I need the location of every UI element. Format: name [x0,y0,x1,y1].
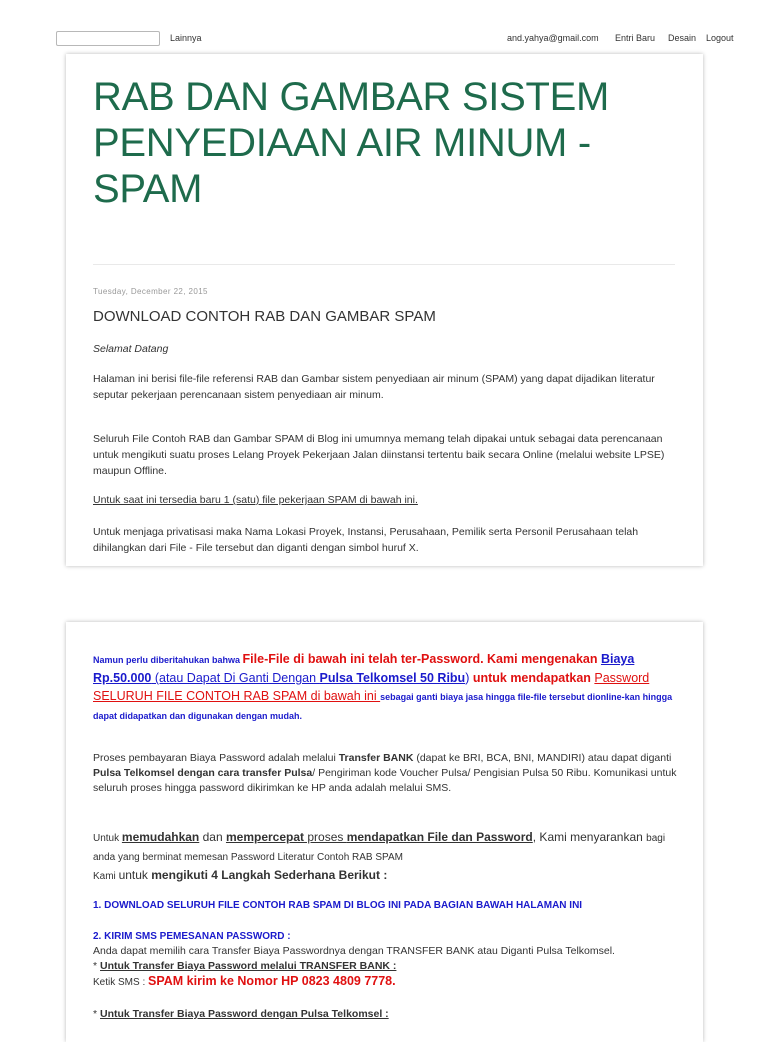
facil-text: memudahkan [121,830,200,844]
facil-text: mendapatkan File dan Password [346,830,533,844]
pulsa-transfer-heading [93,1007,678,1022]
bank-transfer-heading [93,959,678,974]
facil-text: bagi anda yang berminat memesan Password Literatur Contoh RAB SPAM [93,833,666,863]
notice-text: sebagai ganti biaya jasa hingga file-file tersebut dionline-kan hingga dapat didapatkan dan digunakan dengan mudah. [93,692,673,721]
facil-text: Kami [93,871,119,882]
welcome-text: Selamat Datang [93,343,169,355]
new-post-link[interactable]: Entri Baru [615,33,656,43]
password-notice [93,650,678,725]
sms-label: Ketik SMS : [93,977,149,988]
notice-text: (atau Dapat Di Ganti Dengan [151,671,320,685]
facil-text: , Kami menyarankan [532,830,647,844]
facil-text: mempercepat [225,830,305,844]
more-link[interactable]: Lainnya [170,33,202,43]
process-text: (dapat ke BRI, BCA, BNI, MANDIRI) atau dapat diganti [413,752,672,764]
process-text: Transfer BANK [338,752,414,764]
password-link[interactable]: Password SELURUH FILE CONTOH RAB SPAM di bawah ini [93,671,650,703]
process-text: / Pengiriman kode Voucher Pulsa/ Pengisian Pulsa 50 Ribu. Komunikasi untuk seluruh proses hingga password dikirimkan ke HP anda adalah melalui SMS. [93,767,677,794]
usage-paragraph: Seluruh File Contoh RAB dan Gambar SPAM di Blog ini umumnya memang telah dipakai untuk sebagai data perencanaan untuk mengikuti suatu proses Lelang Proyek Pekerjaan Jalan diinstansi tertentu baik secara Online (melalui website LPSE) maupun Offline. [93,433,665,477]
instructions-intro [93,828,678,885]
facil-text: untuk [118,868,152,882]
process-text: Proses pembayaran Biaya Password adalah melalui [93,752,339,764]
notice-text: ) [465,671,473,685]
sms-number: SPAM kirim ke Nomor HP 0823 4809 7778. [148,974,396,988]
bullet: * [93,960,101,972]
notice-text: File-File di bawah ini telah ter-Password. Kami mengenakan [242,652,601,666]
user-email: and.yahya@gmail.com [507,33,599,43]
price-link[interactable]: Biaya Rp.50.000 [93,652,635,685]
pulsa-link[interactable]: Pulsa Telkomsel 50 Ribu [319,671,466,685]
facil-text: Untuk [93,833,122,844]
search-input[interactable] [56,31,160,46]
facil-text: dan [199,830,226,844]
bank-transfer-label: Untuk Transfer Biaya Password melalui TRANSFER BANK : [100,960,397,972]
sms-instruction [93,974,678,990]
availability-note: Untuk saat ini tersedia baru 1 (satu) file pekerjaan SPAM di bawah ini. [93,494,418,506]
facil-text: proses [304,830,347,844]
notice-text: untuk mendapatkan [472,671,595,685]
blog-title[interactable]: RAB DAN GAMBAR SISTEM PENYEDIAAN AIR MINUM - SPAM [93,75,610,211]
header-divider [93,264,675,265]
step-1-download: 1. DOWNLOAD SELURUH FILE CONTOH RAB SPAM DI BLOG INI PADA BAGIAN BAWAH HALAMAN INI [93,900,583,911]
logout-link[interactable]: Logout [706,33,734,43]
facil-text: mengikuti 4 Langkah Sederhana Berikut : [151,868,388,882]
post-title[interactable]: DOWNLOAD CONTOH RAB DAN GAMBAR SPAM [93,308,436,325]
step-2-sms: 2. KIRIM SMS PEMESANAN PASSWORD : [93,931,291,942]
payment-process-paragraph [93,751,678,796]
intro-paragraph: Halaman ini berisi file-file referensi RAB dan Gambar sistem penyediaan air minum (SPAM) yang dapat dijadikan literatur seputar pekerjaan perencanaan sistem penyediaan air minum. [93,373,655,401]
design-link[interactable]: Desain [668,33,697,43]
post-date: Tuesday, December 22, 2015 [93,287,208,296]
process-text: Pulsa Telkomsel dengan cara transfer Pulsa [93,767,313,779]
notice-text: Namun perlu diberitahukan bahwa [93,655,243,665]
bullet: * [93,1008,101,1020]
privacy-paragraph: Untuk menjaga privatisasi maka Nama Lokasi Proyek, Instansi, Perusahaan, Pemilik serta Personil Perusahaan telah dihilangkan dari File - File tersebut dan diganti dengan simbol huruf X. [93,526,639,554]
payment-options-text: Anda dapat memilih cara Transfer Biaya Passwordnya dengan TRANSFER BANK atau Diganti Pulsa Telkomsel. [93,945,615,957]
pulsa-transfer-label: Untuk Transfer Biaya Password dengan Pulsa Telkomsel : [100,1008,389,1020]
